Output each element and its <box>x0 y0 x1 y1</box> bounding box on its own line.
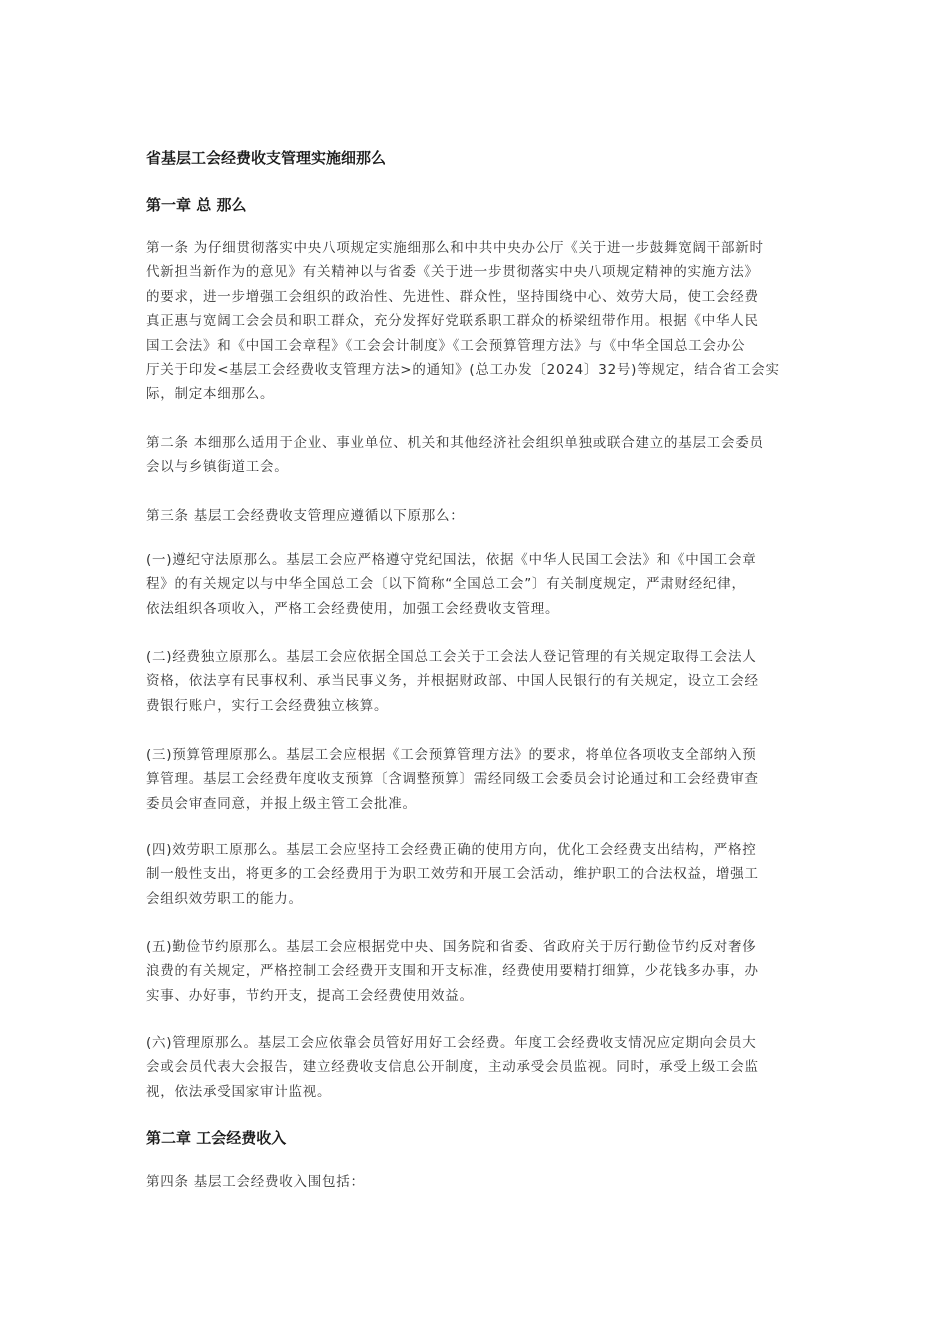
principle-2-paragraph <box>146 645 806 718</box>
text-line: 代新担当新作为的意见》有关精神以与省委《关于进一步贯彻落实中央八项规定精神的实施方法》 <box>146 264 759 281</box>
text-line: (三)预算管理原那么。基层工会应根据《工会预算管理方法》的要求，将单位各项收支全部纳入预 <box>146 747 757 763</box>
text-line: 第一条 为仔细贯彻落实中央八项规定实施细那么和中共中央办公厅《关于进一步鼓舞宽阔干部新时 <box>146 240 764 256</box>
chapter-2-heading: 第二章 工会经费收入 <box>146 1129 287 1147</box>
text-line: 程》的有关规定以与中华全国总工会〔以下简称“全国总工会”〕有关制度规定，严肃财经纪律， <box>146 576 746 593</box>
text-line: 浪费的有关规定，严格控制工会经费开支围和开支标准，经费使用要精打细算，少花钱多办事，办 <box>146 963 759 980</box>
article-3-paragraph <box>146 504 806 528</box>
text-line: 视，依法承受国家审计监视。 <box>146 1083 332 1100</box>
text-line: 国工会法》和《中国工会章程》《工会会计制度》《工会预算管理方法》与《中华全国总工会办公 <box>146 337 746 354</box>
article-2-paragraph <box>146 431 806 480</box>
text-line: 第二条 本细那么适用于企业、事业单位、机关和其他经济社会组织单独或联合建立的基层工会委员 <box>146 435 764 451</box>
text-line: 会组织效劳职工的能力。 <box>146 890 303 907</box>
principle-3-paragraph <box>146 743 806 816</box>
text-line: 会以与乡镇街道工会。 <box>146 459 289 476</box>
text-line: 依法组织各项收入，严格工会经费使用，加强工会经费收支管理。 <box>146 600 560 617</box>
text-line: 制一般性支出，将更多的工会经费用于为职工效劳和开展工会活动，维护职工的合法权益，增强工 <box>146 866 759 883</box>
text-line: 第四条 基层工会经费收入围包括： <box>146 1174 365 1190</box>
text-line: 实事、办好事，节约开支，提高工会经费使用效益。 <box>146 987 474 1004</box>
text-line: (五)勤俭节约原那么。基层工会应根据党中央、国务院和省委、省政府关于厉行勤俭节约反对奢侈 <box>146 939 757 955</box>
text-line: 资格，依法享有民事权利、承当民事义务，并根据财政部、中国人民银行的有关规定，设立工会经 <box>146 673 759 690</box>
document-title: 省基层工会经费收支管理实施细那么 <box>146 149 387 167</box>
text-line: 真正惠与宽阔工会会员和职工群众，充分发挥好党联系职工群众的桥梁纽带作用。根据《中华人民 <box>146 313 759 330</box>
text-line: 算管理。基层工会经费年度收支预算〔含调整预算〕需经同级工会委员会讨论通过和工会经费审查 <box>146 771 759 788</box>
principle-5-paragraph <box>146 935 806 1008</box>
text-line: 会或会员代表大会报告，建立经费收支信息公开制度，主动承受会员监视。同时，承受上级工会监 <box>146 1059 759 1076</box>
principle-1-paragraph <box>146 548 806 621</box>
article-4-paragraph <box>146 1170 806 1194</box>
text-line: (四)效劳职工原那么。基层工会应坚持工会经费正确的使用方向，优化工会经费支出结构，严格控 <box>146 842 757 858</box>
text-line: 费银行账户，实行工会经费独立核算。 <box>146 697 389 714</box>
article-1-paragraph <box>146 236 806 407</box>
text-line: 第三条 基层工会经费收支管理应遵循以下原那么： <box>146 508 465 524</box>
text-line: (六)管理原那么。基层工会应依靠会员管好用好工会经费。年度工会经费收支情况应定期向会员大 <box>146 1035 757 1051</box>
principle-4-paragraph <box>146 838 806 911</box>
chapter-1-heading: 第一章 总 那么 <box>146 196 247 214</box>
text-line: (一)遵纪守法原那么。基层工会应严格遵守党纪国法，依据《中华人民国工会法》和《中国工会章 <box>146 552 757 568</box>
text-line: 厅关于印发<基层工会经费收支管理方法>的通知》(总工办发〔2024〕32号)等规定，结合省工会实 <box>146 361 780 378</box>
principle-6-paragraph <box>146 1031 806 1104</box>
text-line: 际，制定本细那么。 <box>146 386 275 403</box>
text-line: (二)经费独立原那么。基层工会应依据全国总工会关于工会法人登记管理的有关规定取得工会法人 <box>146 649 757 665</box>
text-line: 的要求，进一步增强工会组织的政治性、先进性、群众性，坚持围绕中心、效劳大局，使工会经费 <box>146 288 759 305</box>
text-line: 委员会审查同意，并报上级主管工会批准。 <box>146 795 417 812</box>
